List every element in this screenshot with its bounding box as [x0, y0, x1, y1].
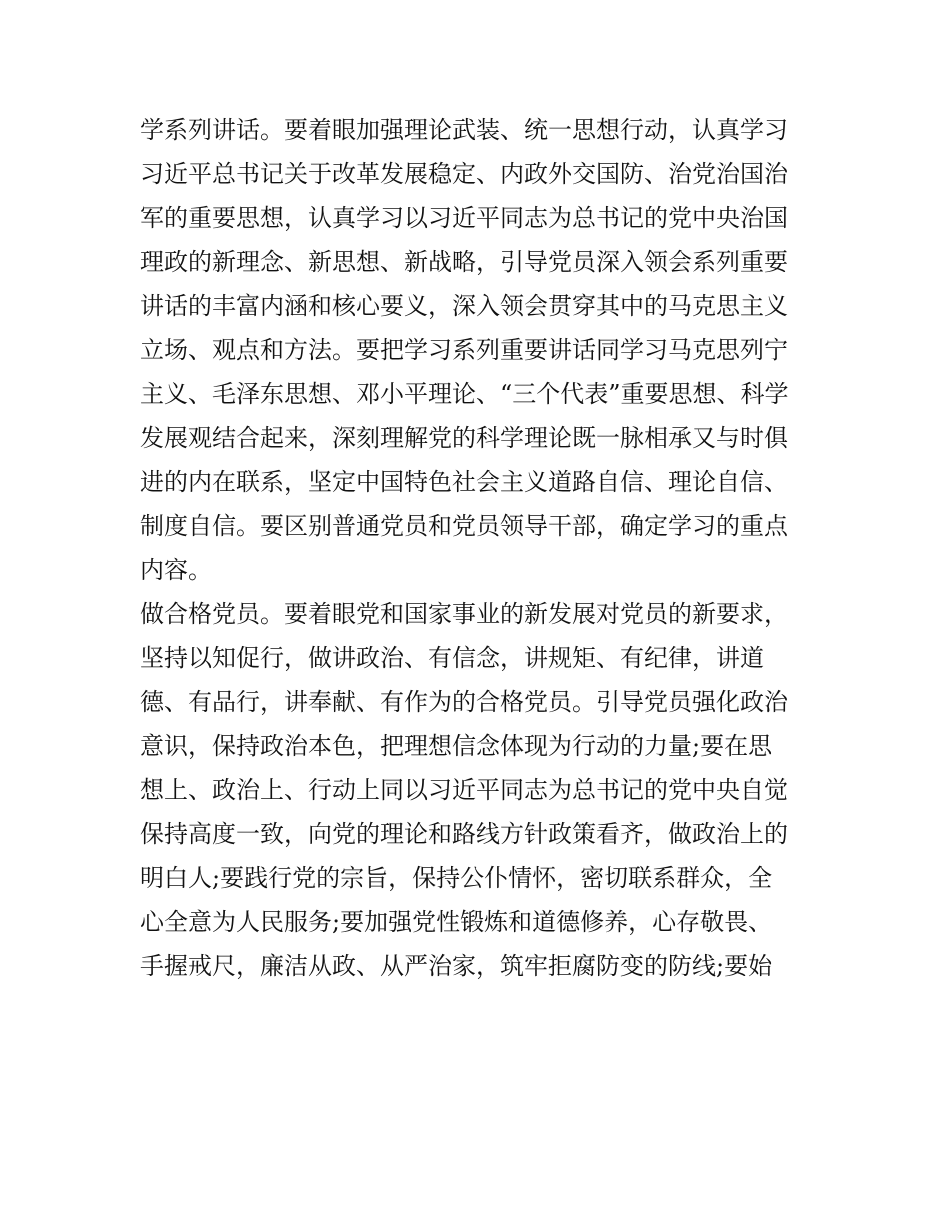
paragraph-start-line: 做合格党员。要着眼党和国家事业的新发展对党员的新要求，	[140, 600, 788, 628]
text-line: 理政的新理念、新思想、新战略，引导党员深入领会系列重要	[140, 248, 788, 276]
text-line: 主义、毛泽东思想、邓小平理论、“三个代表”重要思想、科学	[140, 380, 789, 408]
text-line: 心全意为人民服务;要加强党性锻炼和道德修养，心存敬畏、	[140, 908, 773, 936]
text-line: 军的重要思想，认真学习以习近平同志为总书记的党中央治国	[140, 204, 788, 232]
text-line: 立场、观点和方法。要把学习系列重要讲话同学习马克思列宁	[140, 336, 788, 364]
text-line: 进的内在联系，坚定中国特色社会主义道路自信、理论自信、	[140, 468, 788, 496]
text-line: 习近平总书记关于改革发展稳定、内政外交国防、治党治国治	[140, 160, 788, 188]
body-text	[140, 108, 820, 988]
text-line: 内容。	[140, 556, 212, 584]
text-line: 讲话的丰富内涵和核心要义，深入领会贯穿其中的马克思主义	[140, 292, 788, 320]
text-line: 发展观结合起来，深刻理解党的科学理论既一脉相承又与时俱	[140, 424, 788, 452]
text-line: 德、有品行，讲奉献、有作为的合格党员。引导党员强化政治	[140, 688, 788, 716]
text-line: 手握戒尺，廉洁从政、从严治家，筑牢拒腐防变的防线;要始	[140, 952, 773, 980]
text-line: 想上、政治上、行动上同以习近平同志为总书记的党中央自觉	[140, 776, 788, 804]
text-line: 制度自信。要区别普通党员和党员领导干部，确定学习的重点	[140, 512, 788, 540]
text-line: 保持高度一致，向党的理论和路线方针政策看齐，做政治上的	[140, 820, 788, 848]
text-line: 意识，保持政治本色，把理想信念体现为行动的力量;要在思	[140, 732, 773, 760]
text-line: 明白人;要践行党的宗旨，保持公仆情怀，密切联系群众，全	[140, 864, 773, 892]
text-line: 坚持以知促行，做讲政治、有信念，讲规矩、有纪律，讲道	[140, 644, 764, 672]
text-line: 学系列讲话。要着眼加强理论武装、统一思想行动，认真学习	[140, 116, 788, 144]
